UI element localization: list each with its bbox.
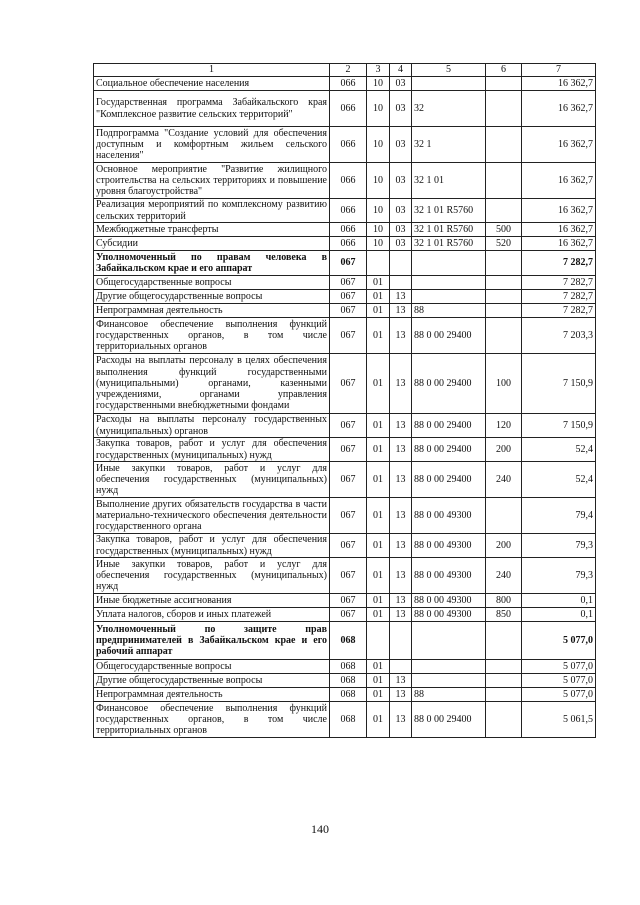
cell-amount: 79,3 (522, 558, 596, 594)
cell-expense-type (486, 290, 522, 304)
cell-amount: 5 077,0 (522, 622, 596, 660)
cell-ved-code: 067 (330, 534, 367, 558)
cell-subsection: 13 (390, 702, 412, 738)
cell-subsection: 13 (390, 438, 412, 462)
cell-section: 10 (367, 91, 390, 127)
cell-ved-code: 067 (330, 594, 367, 608)
cell-subsection: 13 (390, 534, 412, 558)
header-col-4: 4 (390, 64, 412, 77)
table-row (94, 608, 596, 622)
cell-ved-code: 066 (330, 199, 367, 223)
table-row (94, 163, 596, 199)
table-header-row (94, 64, 596, 77)
table-row (94, 251, 596, 276)
cell-target-article: 88 0 00 29400 (412, 354, 486, 414)
cell-section: 10 (367, 127, 390, 163)
cell-subsection: 13 (390, 674, 412, 688)
cell-ved-code: 067 (330, 304, 367, 318)
table-row (94, 558, 596, 594)
cell-target-article: 88 0 00 49300 (412, 534, 486, 558)
cell-amount: 7 282,7 (522, 304, 596, 318)
cell-name: Реализация мероприятий по комплексному развитию сельских территорий (94, 199, 330, 223)
cell-amount: 7 282,7 (522, 276, 596, 290)
cell-amount: 5 077,0 (522, 688, 596, 702)
cell-ved-code: 066 (330, 91, 367, 127)
cell-expense-type: 500 (486, 223, 522, 237)
cell-target-article: 88 0 00 49300 (412, 558, 486, 594)
header-col-2: 2 (330, 64, 367, 77)
cell-target-article: 32 1 01 R5760 (412, 199, 486, 223)
cell-target-article: 32 1 (412, 127, 486, 163)
table-row (94, 223, 596, 237)
cell-target-article: 88 0 00 49300 (412, 594, 486, 608)
cell-subsection: 13 (390, 498, 412, 534)
table-row (94, 660, 596, 674)
cell-amount: 5 061,5 (522, 702, 596, 738)
cell-name: Уполномоченный по защите прав предпринимателей в Забайкальском крае и его рабочий аппарат (94, 622, 330, 660)
cell-name: Закупка товаров, работ и услуг для обеспечения государственных (муниципальных) нужд (94, 438, 330, 462)
cell-name: Иные бюджетные ассигнования (94, 594, 330, 608)
cell-section: 01 (367, 702, 390, 738)
cell-section: 01 (367, 660, 390, 674)
cell-name: Выполнение других обязательств государства в части материально-технического обеспечения деятельности государственного органа (94, 498, 330, 534)
cell-amount: 79,4 (522, 498, 596, 534)
table-row (94, 534, 596, 558)
cell-expense-type: 120 (486, 414, 522, 438)
cell-amount: 16 362,7 (522, 91, 596, 127)
cell-section: 01 (367, 558, 390, 594)
cell-amount: 5 077,0 (522, 674, 596, 688)
table-row (94, 77, 596, 91)
cell-amount: 79,3 (522, 534, 596, 558)
cell-subsection (390, 251, 412, 276)
cell-subsection: 13 (390, 318, 412, 354)
table-row (94, 674, 596, 688)
cell-expense-type (486, 702, 522, 738)
cell-section: 10 (367, 163, 390, 199)
cell-amount: 16 362,7 (522, 223, 596, 237)
table-row (94, 594, 596, 608)
cell-name: Непрограммная деятельность (94, 688, 330, 702)
cell-section: 01 (367, 354, 390, 414)
cell-target-article: 88 0 00 29400 (412, 438, 486, 462)
cell-section: 01 (367, 594, 390, 608)
cell-expense-type (486, 163, 522, 199)
table-row (94, 354, 596, 414)
cell-ved-code: 066 (330, 237, 367, 251)
cell-section: 01 (367, 688, 390, 702)
cell-target-article (412, 77, 486, 91)
cell-section: 01 (367, 304, 390, 318)
cell-section: 01 (367, 276, 390, 290)
cell-expense-type (486, 660, 522, 674)
page-number: 140 (311, 822, 329, 836)
cell-name: Иные закупки товаров, работ и услуг для обеспечения государственных (муниципальных) нужд (94, 462, 330, 498)
cell-name: Другие общегосударственные вопросы (94, 290, 330, 304)
cell-name: Непрограммная деятельность (94, 304, 330, 318)
header-col-5: 5 (412, 64, 486, 77)
cell-amount: 7 282,7 (522, 251, 596, 276)
cell-section: 01 (367, 318, 390, 354)
table-row (94, 318, 596, 354)
cell-section: 10 (367, 223, 390, 237)
cell-name: Общегосударственные вопросы (94, 660, 330, 674)
cell-name: Общегосударственные вопросы (94, 276, 330, 290)
cell-name: Финансовое обеспечение выполнения функций государственных органов, в том числе территориальных органов (94, 318, 330, 354)
cell-expense-type: 240 (486, 558, 522, 594)
cell-expense-type (486, 276, 522, 290)
cell-amount: 7 203,3 (522, 318, 596, 354)
cell-amount: 0,1 (522, 594, 596, 608)
cell-expense-type: 200 (486, 534, 522, 558)
cell-target-article (412, 674, 486, 688)
table-row (94, 127, 596, 163)
cell-section: 01 (367, 534, 390, 558)
cell-target-article: 88 0 00 29400 (412, 414, 486, 438)
cell-ved-code: 067 (330, 438, 367, 462)
cell-expense-type (486, 77, 522, 91)
table-row (94, 199, 596, 223)
cell-ved-code: 066 (330, 77, 367, 91)
cell-target-article (412, 290, 486, 304)
cell-ved-code: 068 (330, 674, 367, 688)
cell-ved-code: 067 (330, 414, 367, 438)
table-row (94, 462, 596, 498)
cell-name: Основное мероприятие "Развитие жилищного строительства на сельских территориях и повышение уровня благоустройства" (94, 163, 330, 199)
cell-target-article: 88 0 00 29400 (412, 462, 486, 498)
cell-expense-type: 100 (486, 354, 522, 414)
cell-ved-code: 068 (330, 702, 367, 738)
cell-expense-type (486, 199, 522, 223)
cell-section: 10 (367, 237, 390, 251)
cell-name: Закупка товаров, работ и услуг для обеспечения государственных (муниципальных) нужд (94, 534, 330, 558)
cell-ved-code: 067 (330, 290, 367, 304)
cell-amount: 16 362,7 (522, 163, 596, 199)
cell-amount: 5 077,0 (522, 660, 596, 674)
cell-expense-type (486, 688, 522, 702)
cell-subsection: 03 (390, 77, 412, 91)
cell-subsection: 03 (390, 163, 412, 199)
cell-subsection: 13 (390, 462, 412, 498)
cell-subsection (390, 276, 412, 290)
cell-subsection: 03 (390, 237, 412, 251)
cell-ved-code: 067 (330, 251, 367, 276)
cell-name: Другие общегосударственные вопросы (94, 674, 330, 688)
cell-subsection: 13 (390, 688, 412, 702)
cell-ved-code: 066 (330, 163, 367, 199)
cell-subsection: 13 (390, 608, 412, 622)
cell-target-article: 32 1 01 (412, 163, 486, 199)
cell-section: 10 (367, 199, 390, 223)
cell-ved-code: 067 (330, 558, 367, 594)
cell-section: 01 (367, 608, 390, 622)
cell-name: Субсидии (94, 237, 330, 251)
cell-expense-type: 200 (486, 438, 522, 462)
cell-amount: 52,4 (522, 462, 596, 498)
cell-ved-code: 068 (330, 688, 367, 702)
cell-subsection: 03 (390, 223, 412, 237)
cell-section (367, 251, 390, 276)
cell-amount: 16 362,7 (522, 127, 596, 163)
cell-target-article: 88 (412, 304, 486, 318)
cell-amount: 16 362,7 (522, 237, 596, 251)
cell-expense-type (486, 127, 522, 163)
cell-name: Финансовое обеспечение выполнения функций государственных органов, в том числе территориальных органов (94, 702, 330, 738)
cell-ved-code: 068 (330, 660, 367, 674)
table-row (94, 702, 596, 738)
cell-target-article: 32 1 01 R5760 (412, 223, 486, 237)
table-row (94, 304, 596, 318)
table-row (94, 622, 596, 660)
cell-ved-code: 066 (330, 127, 367, 163)
cell-ved-code: 067 (330, 318, 367, 354)
cell-section: 01 (367, 290, 390, 304)
cell-subsection: 13 (390, 304, 412, 318)
cell-name: Иные закупки товаров, работ и услуг для обеспечения государственных (муниципальных) нужд (94, 558, 330, 594)
header-col-1: 1 (94, 64, 330, 77)
cell-section: 10 (367, 77, 390, 91)
cell-amount: 0,1 (522, 608, 596, 622)
cell-name: Расходы на выплаты персоналу в целях обеспечения выполнения функций государственными (муниципальными) органами, казенными учреждениями, органами управления государственными внебюджетными фондами (94, 354, 330, 414)
cell-subsection: 13 (390, 558, 412, 594)
cell-expense-type: 240 (486, 462, 522, 498)
cell-ved-code: 067 (330, 354, 367, 414)
cell-target-article: 88 (412, 688, 486, 702)
cell-expense-type (486, 498, 522, 534)
cell-expense-type (486, 318, 522, 354)
cell-section: 01 (367, 498, 390, 534)
cell-section: 01 (367, 438, 390, 462)
cell-target-article (412, 622, 486, 660)
cell-subsection (390, 660, 412, 674)
cell-ved-code: 067 (330, 276, 367, 290)
cell-amount: 7 150,9 (522, 414, 596, 438)
table-row (94, 290, 596, 304)
cell-name: Уполномоченный по правам человека в Забайкальском крае и его аппарат (94, 251, 330, 276)
cell-section: 01 (367, 414, 390, 438)
cell-target-article: 32 1 01 R5760 (412, 237, 486, 251)
cell-subsection: 13 (390, 414, 412, 438)
cell-amount: 7 282,7 (522, 290, 596, 304)
table-row (94, 688, 596, 702)
table-row (94, 438, 596, 462)
cell-subsection: 03 (390, 91, 412, 127)
cell-expense-type: 800 (486, 594, 522, 608)
cell-subsection: 03 (390, 127, 412, 163)
cell-amount: 52,4 (522, 438, 596, 462)
cell-subsection: 13 (390, 354, 412, 414)
cell-name: Социальное обеспечение населения (94, 77, 330, 91)
cell-ved-code: 068 (330, 622, 367, 660)
cell-subsection (390, 622, 412, 660)
cell-expense-type (486, 304, 522, 318)
table-row (94, 237, 596, 251)
cell-name: Подпрограмма "Создание условий для обеспечения доступным и комфортным жильем сельского населения" (94, 127, 330, 163)
table-row (94, 414, 596, 438)
header-col-3: 3 (367, 64, 390, 77)
cell-expense-type (486, 674, 522, 688)
cell-subsection: 13 (390, 290, 412, 304)
cell-amount: 16 362,7 (522, 77, 596, 91)
table-body (94, 77, 596, 738)
cell-target-article (412, 660, 486, 674)
cell-name: Государственная программа Забайкальского края "Комплексное развитие сельских территорий" (94, 91, 330, 127)
cell-ved-code: 067 (330, 498, 367, 534)
cell-subsection: 13 (390, 594, 412, 608)
budget-table (93, 63, 596, 738)
cell-name: Межбюджетные трансферты (94, 223, 330, 237)
cell-target-article (412, 276, 486, 290)
cell-target-article: 88 0 00 29400 (412, 702, 486, 738)
cell-amount: 7 150,9 (522, 354, 596, 414)
cell-ved-code: 067 (330, 608, 367, 622)
table-row (94, 91, 596, 127)
cell-section: 01 (367, 674, 390, 688)
cell-section: 01 (367, 462, 390, 498)
cell-expense-type: 520 (486, 237, 522, 251)
header-col-7: 7 (522, 64, 596, 77)
cell-target-article: 88 0 00 29400 (412, 318, 486, 354)
cell-target-article: 88 0 00 49300 (412, 498, 486, 534)
cell-target-article: 88 0 00 49300 (412, 608, 486, 622)
cell-expense-type (486, 622, 522, 660)
cell-expense-type: 850 (486, 608, 522, 622)
cell-expense-type (486, 91, 522, 127)
cell-expense-type (486, 251, 522, 276)
header-col-6: 6 (486, 64, 522, 77)
cell-target-article: 32 (412, 91, 486, 127)
cell-name: Расходы на выплаты персоналу государственных (муниципальных) органов (94, 414, 330, 438)
cell-section (367, 622, 390, 660)
cell-name: Уплата налогов, сборов и иных платежей (94, 608, 330, 622)
table-row (94, 276, 596, 290)
cell-ved-code: 066 (330, 223, 367, 237)
cell-amount: 16 362,7 (522, 199, 596, 223)
cell-target-article (412, 251, 486, 276)
cell-subsection: 03 (390, 199, 412, 223)
cell-ved-code: 067 (330, 462, 367, 498)
table-row (94, 498, 596, 534)
